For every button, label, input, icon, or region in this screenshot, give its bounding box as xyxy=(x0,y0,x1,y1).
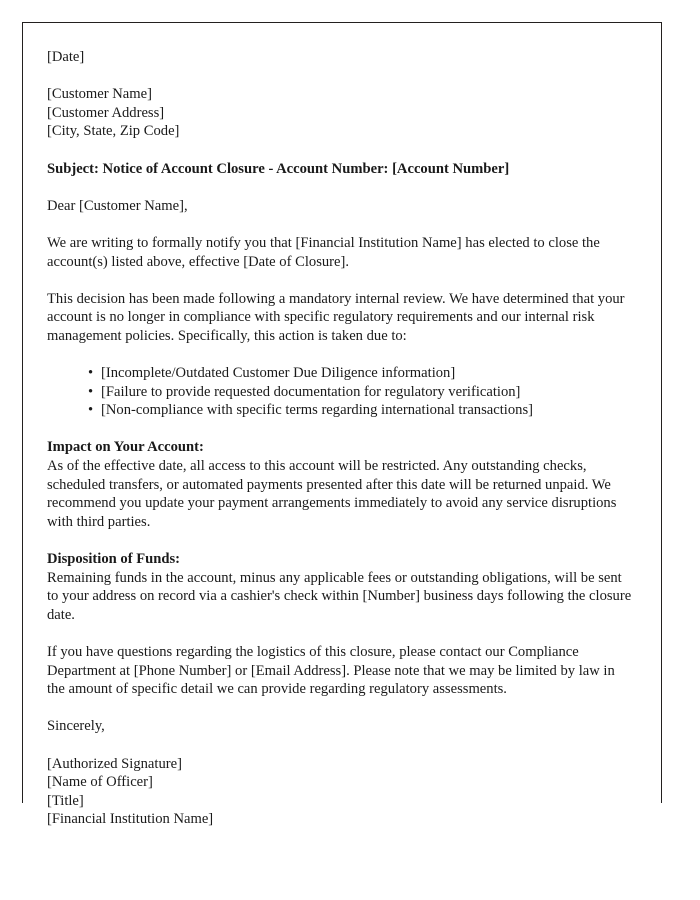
date-line: [Date] xyxy=(47,49,85,65)
reasons-list xyxy=(47,364,635,420)
contact-paragraph: If you have questions regarding the logistics of this closure, please contact our Compliance Department at [Phone Number] or [Email Address]. Please note that we may be limited by law in the amount of specific detail we can provide regarding regulatory assessments. xyxy=(47,644,615,698)
officer-name-line: [Name of Officer] xyxy=(47,774,153,791)
disposition-body: Remaining funds in the account, minus any applicable fees or outstanding obligations, will be sent to your address on record via a cashier's check within [Number] business days following the closure date. xyxy=(47,569,632,623)
intro-paragraph: We are writing to formally notify you that [Financial Institution Name] has elected to close the account(s) listed above, effective [Date of Closure]. xyxy=(47,234,600,270)
salutation-block xyxy=(47,197,635,216)
subject-line: Subject: Notice of Account Closure - Account Number: [Account Number] xyxy=(47,160,510,177)
decision-paragraph-block xyxy=(47,290,635,346)
closing-block xyxy=(47,717,635,736)
disposition-heading: Disposition of Funds: xyxy=(47,551,181,568)
impact-body: As of the effective date, all access to this account will be restricted. Any outstanding checks, scheduled transfers, or automated payments presented after this date will be returned unpaid. We recommend you update your payment arrangements immediately to avoid any service disruptions with third parties. xyxy=(47,458,617,530)
date-block xyxy=(47,48,635,67)
salutation: Dear [Customer Name], xyxy=(47,197,188,214)
letter-document xyxy=(47,48,635,829)
decision-paragraph: This decision has been made following a mandatory internal review. We have determined that your account is no longer in compliance with specific regulatory requirements and our internal risk management policies. Specifically, this action is taken due to: xyxy=(47,290,625,344)
officer-title-line: [Title] xyxy=(47,792,84,809)
reasons-list-block xyxy=(47,364,635,420)
signature-block xyxy=(47,755,635,829)
contact-paragraph-block xyxy=(47,643,635,699)
list-item: • [Incomplete/Outdated Customer Due Diligence information] xyxy=(88,364,635,383)
impact-section xyxy=(47,438,635,531)
closing-salutation: Sincerely, xyxy=(47,718,105,735)
recipient-city-state-zip: [City, State, Zip Code] xyxy=(47,123,180,140)
list-item: • [Failure to provide requested documentation for regulatory verification] xyxy=(88,383,635,402)
intro-paragraph-block xyxy=(47,234,635,271)
institution-name-line: [Financial Institution Name] xyxy=(47,811,214,828)
authorized-signature-line: [Authorized Signature] xyxy=(47,755,182,772)
disposition-section xyxy=(47,550,635,624)
recipient-address: [Customer Address] xyxy=(47,104,165,121)
list-item: • [Non-compliance with specific terms regarding international transactions] xyxy=(88,401,635,420)
subject-block xyxy=(47,160,635,179)
impact-heading: Impact on Your Account: xyxy=(47,439,204,456)
recipient-address-block xyxy=(47,85,635,141)
recipient-name: [Customer Name] xyxy=(47,86,152,103)
